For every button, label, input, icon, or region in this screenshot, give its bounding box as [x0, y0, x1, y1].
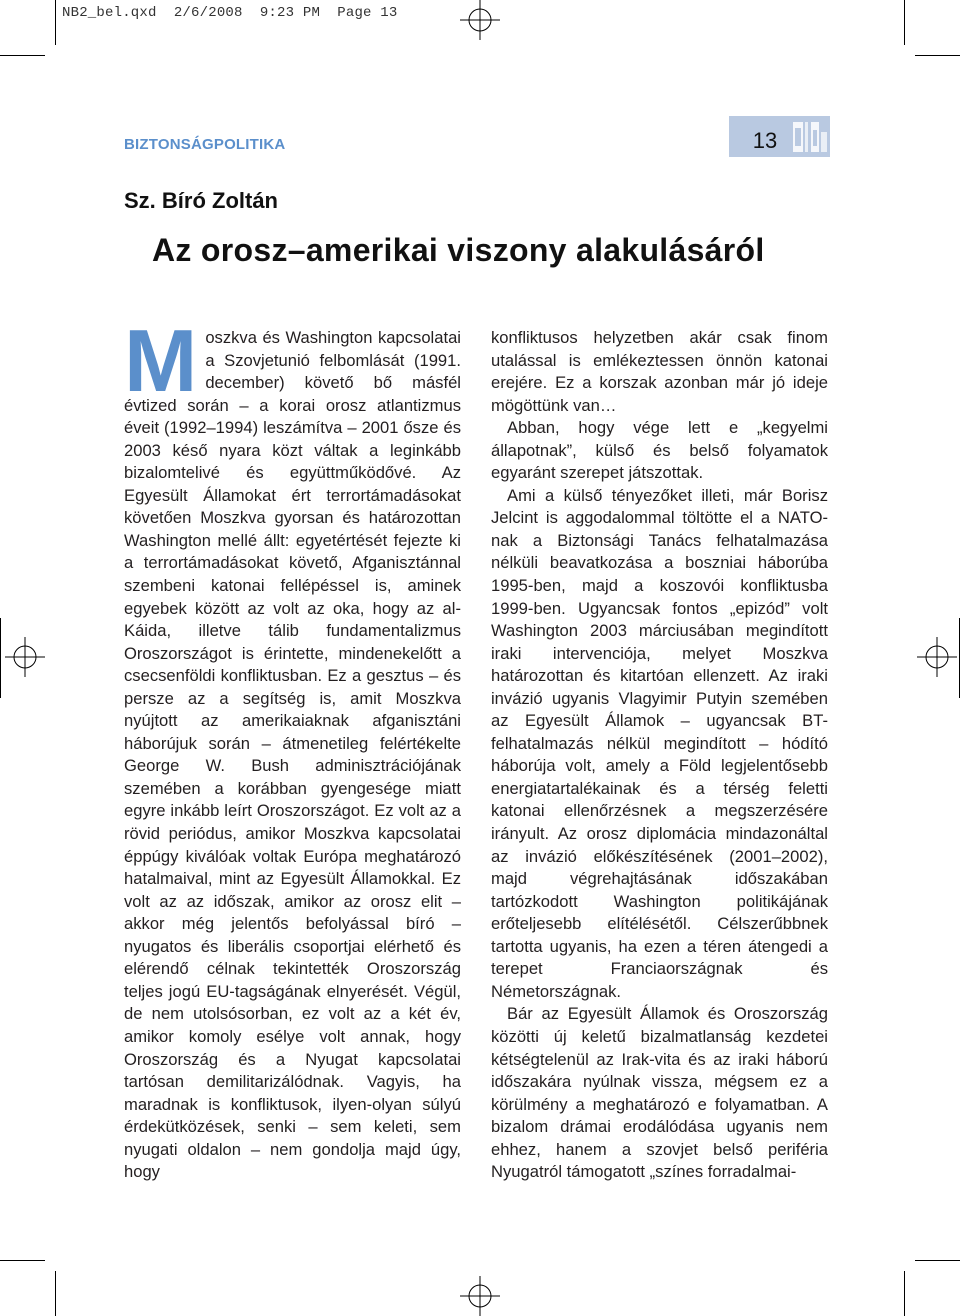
registration-mark-top — [460, 0, 500, 40]
registration-mark-left — [5, 637, 45, 677]
body-paragraph: Bár az Egyesült Államok és Oroszország közötti új keletű bizalmatlanság kezdetei kétségtelenül az Irak-vita és az iraki háború időszakára nyúlnak vissza, mégsem ez a körülmény a meghatározó e folyamatban. A bizalom drámai erodálódása ugyanis nem ehhez, hanem a szovjet belső periféria Nyugatról támogatott „színes forradalmai- — [491, 1004, 828, 1182]
section-label: BIZTONSÁGPOLITIKA — [124, 136, 286, 153]
body-paragraph: Abban, hogy vége lett e „kegyelmi állapotnak”, külső és belső folyamatok egyaránt szerepet játszottak. — [491, 418, 828, 483]
drop-cap: M — [124, 311, 198, 410]
article-title: Az orosz–amerikai viszony alakulásáról — [152, 232, 765, 268]
text-column-right — [491, 327, 828, 1184]
crop-mark-tl-h — [0, 55, 45, 56]
crop-mark-bl-v — [55, 1271, 56, 1316]
side-mark-left-line — [0, 618, 1, 698]
registration-mark-right — [917, 637, 957, 677]
article-author: Sz. Bíró Zoltán — [124, 188, 278, 213]
crop-mark-br-v — [904, 1271, 905, 1316]
page-number: 13 — [752, 128, 778, 153]
crop-mark-br-h — [915, 1260, 960, 1261]
body-paragraph: konfliktusos helyzetben akár csak finom utalással is emlékeztessen önnön katonai erejére. Ez a korszak azonban már jó ideje mögöttünk van… — [491, 328, 828, 415]
journal-logo-icon — [791, 118, 829, 156]
body-paragraph — [124, 311, 461, 1184]
registration-mark-bottom — [460, 1276, 500, 1316]
crop-mark-tr-v — [904, 0, 905, 45]
text-column-left — [124, 311, 461, 1184]
paragraph-text: oszkva és Washington kapcsolatai a Szovjetunió felbomlását (1991. december) követő bő másfél évtized során – a korai orosz atlantizmus éveit (1992–1994) leszámítva – 2001 ősze és 2003 késő nyara közt váltak a leginkább bizalomtelivé és együttműködővé. Az Egyesült Államokat ért terrortámadásokat követően Moszkva gyorsan és határozottan Washington mellé állt: egyetértését fejezte ki a terrortámadásokat követő, Afganisztánnal szembeni katonai fellépéssel is, aminek egyebek között az volt az oka, hogy az al-Káida, illetve tálib fundamentalizmus Oroszországot is érintette, mindenekelőtt a csecsenföldi konfliktusban. Ez a gesztus – és persze az a segítség is, amit Moszkva nyújtott az amerikaiaknak afganisztáni háborújuk során – átmenetileg felértékelte George W. Bush adminisztrációjának szemében a korábban gyengesége miatt egyre inkább leírt Oroszországot. Ez volt az a rövid periódus, amikor Moszkva kapcsolatai éppúgy kiválóak voltak Európa meghatározó hatalmaival, mint az Egyesült Államokkal. Ez volt az az időszak, amikor az orosz elit – akkor még jelentős befolyással bíró – nyugatos és liberális csoportjai elérhető és elérendő célnak tekintették Oroszország teljes jogú EU-tagságának elnyerését. Végül, de nem utolsósorban, ez volt az a két év, amikor komoly esélye volt annak, hogy Oroszország és a Nyugat kapcsolatai tartósan demilitarizálódnak. Vagyis, ha maradnak is konfliktusok, ilyen-olyan súlyú érdekütközések, senki – sem keleti, sem nyugati oldalon – nem gondolja majd úgy, hogy — [124, 328, 461, 1182]
page-number-box — [729, 116, 830, 157]
crop-mark-tl-v — [55, 0, 56, 45]
body-paragraph: Ami a külső tényezőket illeti, már Borisz Jelcint is aggodalommal töltötte el a NATO-nak a Biztonsági Tanács felhatalmazása nélküli beavatkozása a boszniai háborúba 1995-ben, majd a koszovói konfliktusba 1999-ben. Ugyancsak fontos „epizód” volt Washington 2003 márciusában megindított iraki intervenciója, melyet Moszkva határozottan és kitartóan ellenzett. Az iraki invázió ugyanis Vlagyimir Putyin szemében az Egyesült Államok – ugyancsak BT-felhatalmazás nélkül megindított – hódító háborúja volt, amely a Föld legjelentősebb energiatartalékainak és a térség feletti katonai ellenőrzésnek a megszerzésére irányult. Az orosz diplomácia mindazonáltal az invázió előkészítésének (2001–2002), majd végrehajtásának időszakában tartózkodott Washington politikájának erőteljesebb elítélésétől. Célszerűbbnek tartotta ugyanis, ha ezen a téren átengedi a terepet Franciaországnak és Németországnak. — [491, 485, 828, 1001]
printer-slug: NB2_bel.qxd 2/6/2008 9:23 PM Page 13 — [62, 5, 398, 21]
crop-mark-tr-h — [915, 55, 960, 56]
crop-mark-bl-h — [0, 1260, 45, 1261]
